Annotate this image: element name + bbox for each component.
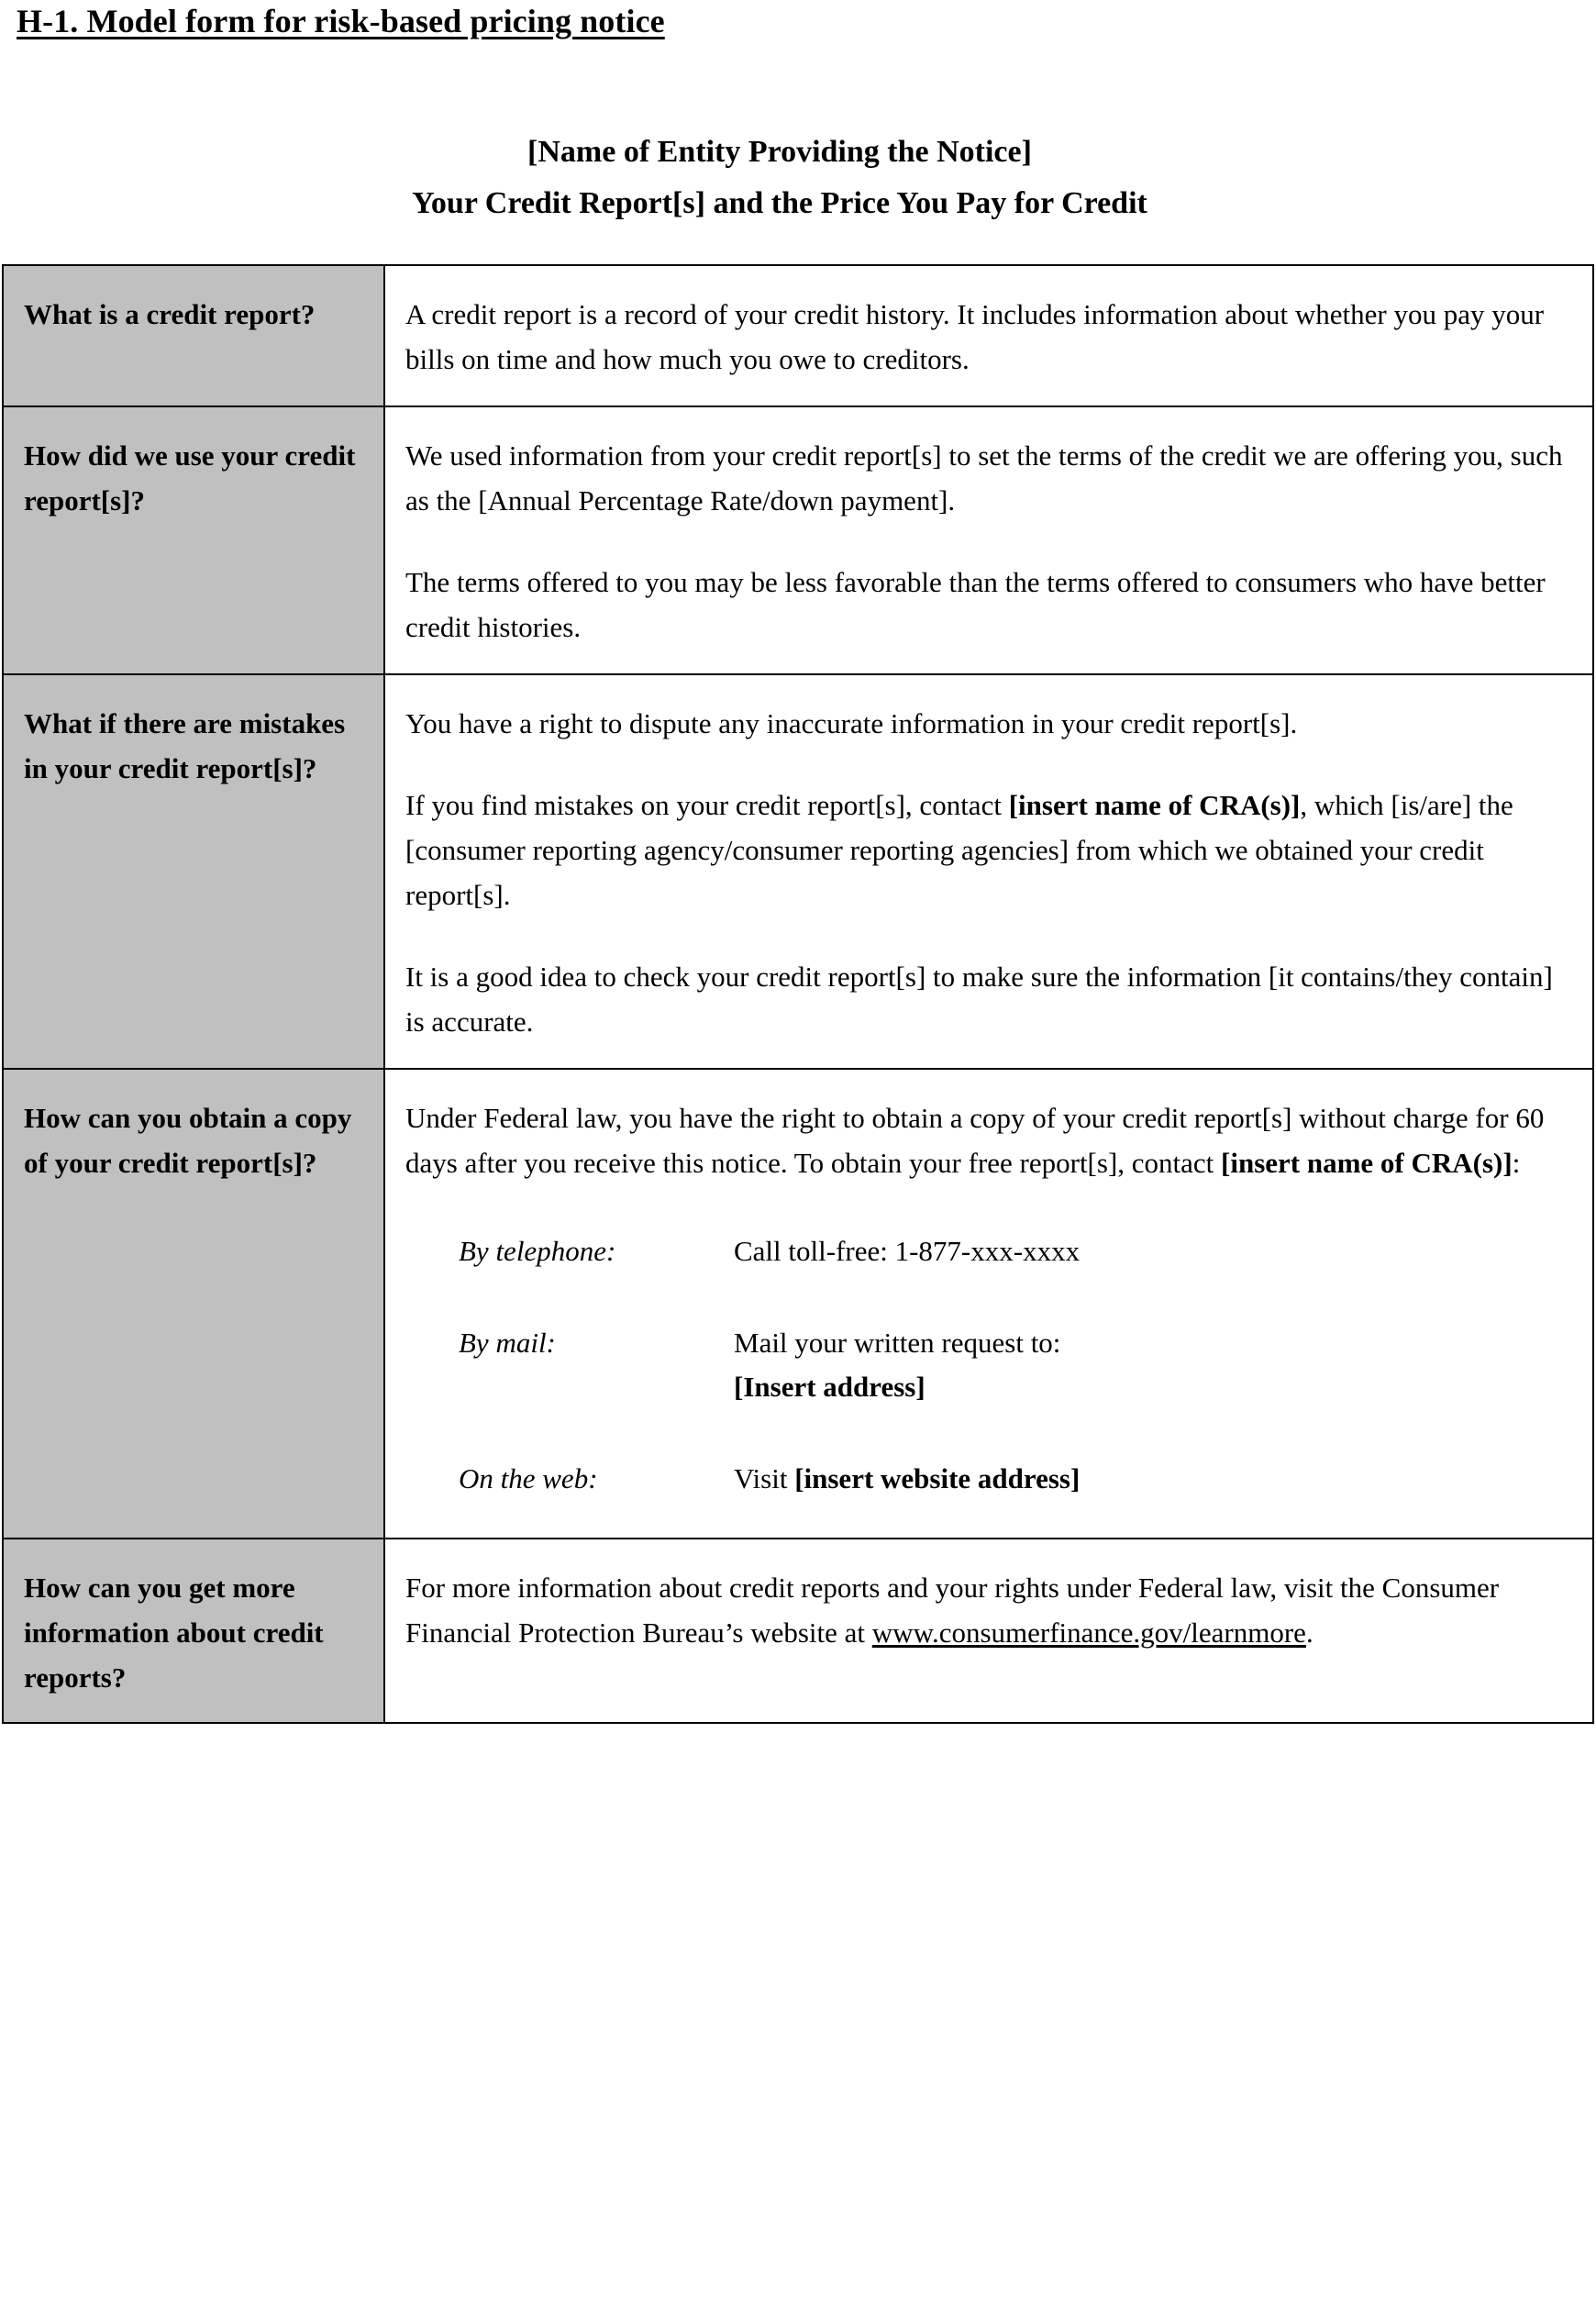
form-title (0, 127, 1559, 229)
paragraph-with-insert (405, 1095, 1565, 1185)
contact-methods-list (405, 1229, 1565, 1506)
document-heading (17, 2, 665, 40)
text-part: For more information about credit reports and your rights under Federal law, visit the Consumer Financial Protection Bureau’s website at (405, 1572, 1500, 1649)
form-title-line-2: Your Credit Report[s] and the Price You Pay for Credit (412, 186, 1147, 220)
table-row (3, 1069, 1593, 1539)
text-part: . (1305, 1617, 1313, 1649)
text-part: Under Federal law, you have the right to obtain a copy of your credit report[s] without charge for 60 days after you receive this notice. To obtain your free report[s], contact (405, 1102, 1545, 1179)
table-row (3, 265, 1593, 406)
contact-row-on-the-web (405, 1457, 1565, 1506)
table-row (3, 674, 1593, 1069)
contact-label-on-the-web: On the web: (459, 1462, 598, 1494)
table-row (3, 1539, 1593, 1723)
paragraph: A credit report is a record of your credit history. It includes information about whether you pay your bills on time and how much you owe to creditors. (405, 298, 1545, 375)
text-part: If you find mistakes on your credit report[s], contact (405, 789, 1009, 821)
table-row (3, 406, 1593, 674)
insert-placeholder-cra-name: [insert name of CRA(s)] (1221, 1147, 1513, 1179)
text-part: , which [is/are] the [consumer reporting agency/consumer reporting agencies] from which we obtained your credit report[s]. (405, 789, 1513, 911)
paragraph: The terms offered to you may be less favorable than the terms offered to consumers who have better credit histories. (405, 566, 1546, 643)
paragraph: It is a good idea to check your credit report[s] to make sure the information [it contains/they contain] is accurate. (405, 961, 1553, 1038)
paragraph: We used information from your credit report[s] to set the terms of the credit we are offering you, such as the [Annual Percentage Rate/down payment]. (405, 439, 1563, 517)
row-body-what-if-there-are-mistakes (384, 674, 1593, 1069)
contact-row-by-mail (405, 1321, 1565, 1457)
consumerfinance-link[interactable]: www.consumerfinance.gov/learnmore (871, 1617, 1306, 1649)
contact-value-by-mail (734, 1321, 1565, 1457)
risk-based-pricing-notice-table (2, 264, 1594, 1724)
text-part: : (1512, 1147, 1521, 1179)
row-label-how-can-you-obtain-a-copy: How can you obtain a copy of your credit report[s]? (3, 1069, 384, 1539)
row-body-how-did-we-use-your-credit-report (384, 406, 1593, 674)
insert-placeholder-address: [Insert address] (734, 1371, 925, 1403)
insert-placeholder-cra-name: [insert name of CRA(s)] (1008, 789, 1301, 821)
insert-placeholder-website-address: [insert website address] (794, 1462, 1081, 1494)
form-title-line-1: [Name of Entity Providing the Notice] (527, 135, 1032, 169)
row-body-what-is-a-credit-report (384, 265, 1593, 406)
contact-label-by-mail: By mail: (459, 1327, 556, 1359)
row-label-how-can-you-get-more-information: How can you get more information about credit reports? (3, 1539, 384, 1723)
paragraph: You have a right to dispute any inaccurate information in your credit report[s]. (405, 707, 1298, 739)
document-heading-text: H-1. Model form for risk-based pricing notice (17, 3, 665, 39)
row-label-how-did-we-use-your-credit-report: How did we use your credit report[s]? (3, 406, 384, 674)
contact-label-by-telephone: By telephone: (459, 1235, 616, 1267)
text-part: Visit (734, 1462, 795, 1494)
paragraph-with-insert (405, 783, 1565, 917)
text-part: Mail your written request to: (734, 1327, 1061, 1359)
contact-value-on-the-web (734, 1457, 1565, 1506)
row-body-how-can-you-get-more-information (384, 1539, 1593, 1723)
contact-row-telephone (405, 1229, 1565, 1321)
row-label-what-is-a-credit-report: What is a credit report? (3, 265, 384, 406)
contact-value-by-telephone (734, 1229, 1565, 1321)
row-label-what-if-there-are-mistakes: What if there are mistakes in your credit report[s]? (3, 674, 384, 1069)
text-part: Call toll-free: 1-877-xxx-xxxx (734, 1235, 1081, 1267)
row-body-how-can-you-obtain-a-copy (384, 1069, 1593, 1539)
paragraph-with-link (405, 1565, 1565, 1655)
